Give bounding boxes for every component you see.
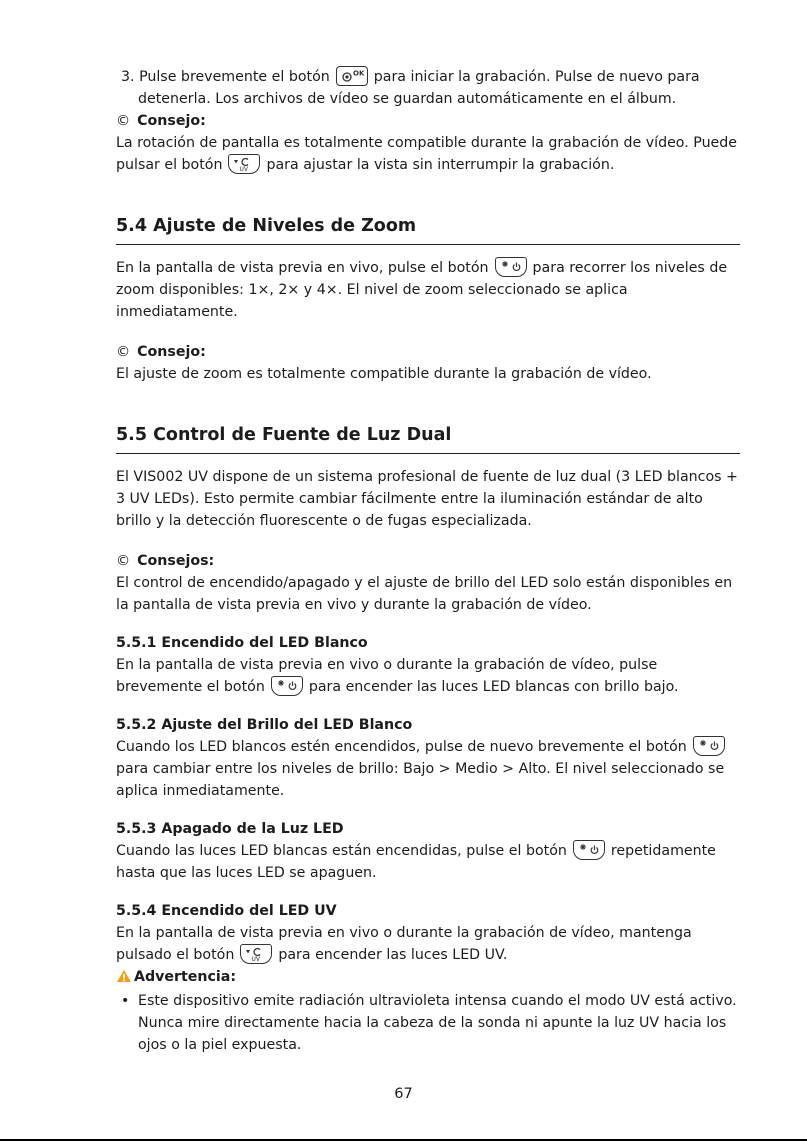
tip-symbol: © xyxy=(116,113,131,129)
subsection-552-text xyxy=(116,736,740,802)
subsection-title-554: 5.5.4 Encendido del LED UV xyxy=(116,903,337,919)
zoom-tip-heading xyxy=(116,341,740,363)
text-after: para encender las luces LED blancas con brillo bajo. xyxy=(308,679,679,695)
rotate-uv-button-icon xyxy=(228,154,260,174)
text-after: para cambiar entre los niveles de brillo: Bajo > Medio > Alto. El nivel seleccionado se aplica inmediatamente. xyxy=(116,761,725,799)
light-power-button-icon xyxy=(693,736,725,756)
page-number: 67 xyxy=(394,1086,413,1102)
document-page xyxy=(116,66,740,1056)
subsection-title-553: 5.5.3 Apagado de la Luz LED xyxy=(116,821,344,837)
warning-label: Advertencia: xyxy=(134,969,237,985)
text-before: En la pantalla de vista previa en vivo o durante la grabación de vídeo, pulse brevemente el botón xyxy=(116,657,658,695)
step-number: 3. xyxy=(121,69,135,85)
section-title-dual-light: 5.5 Control de Fuente de Luz Dual xyxy=(116,425,740,454)
step-3-text-after: para iniciar la grabación. Pulse de nuevo para detenerla. Los archivos de vídeo se guardan automáticamente en el álbum. xyxy=(138,69,700,107)
tip-symbol: © xyxy=(116,344,131,360)
text-before: Cuando los LED blancos estén encendidos, pulse de nuevo brevemente el botón xyxy=(116,739,687,755)
light-power-button-icon xyxy=(573,840,605,860)
text-after: para encender las luces LED UV. xyxy=(278,947,508,963)
subsection-551-text xyxy=(116,654,740,698)
tip-symbol: © xyxy=(116,553,131,569)
tip-label: Consejos: xyxy=(137,553,215,569)
tip-text xyxy=(116,132,740,176)
section-title-zoom: 5.4 Ajuste de Niveles de Zoom xyxy=(116,216,740,245)
light-power-button-icon xyxy=(271,676,303,696)
subsection-553-text xyxy=(116,840,740,884)
light-power-button-icon xyxy=(495,257,527,277)
dual-light-intro: El VIS002 UV dispone de un sistema profesional de fuente de luz dual (3 LED blancos + 3 UV LEDs). Esto permite cambiar fácilmente entre la iluminación estándar de alto brillo y la detección fluorescente o de fugas especializada. xyxy=(116,469,738,529)
tip-heading xyxy=(116,110,740,132)
dual-light-tips-heading xyxy=(116,550,740,572)
warning-icon xyxy=(116,968,132,990)
zoom-text-after: para recorrer los niveles de zoom disponibles: 1×, 2× y 4×. El nivel de zoom seleccionado se aplica inmediatamente. xyxy=(116,260,728,320)
bottom-rule xyxy=(0,1139,807,1141)
text-after: repetidamente hasta que las luces LED se apaguen. xyxy=(116,843,716,881)
uv-label: UV xyxy=(239,166,249,173)
ok-label: OK xyxy=(352,69,365,78)
text-before: En la pantalla de vista previa en vivo o durante la grabación de vídeo, mantenga pulsado el botón xyxy=(116,925,692,963)
tip-text-before: La rotación de pantalla es totalmente compatible durante la grabación de vídeo. Puede pulsar el botón xyxy=(116,135,738,173)
tip-label: Consejo: xyxy=(137,113,206,129)
warning-bullet: • Este dispositivo emite radiación ultravioleta intensa cuando el modo UV está activo. Nunca mire directamente hacia la cabeza de la sonda ni apunte la luz UV hacia los ojos o la piel expuesta. xyxy=(116,990,740,1056)
subsection-title-551: 5.5.1 Encendido del LED Blanco xyxy=(116,635,368,651)
warning-heading xyxy=(116,966,740,990)
uv-label: UV xyxy=(251,956,261,963)
tip-text-after: para ajustar la vista sin interrumpir la grabación. xyxy=(266,157,615,173)
text-before: Cuando las luces LED blancas están encendidas, pulse el botón xyxy=(116,843,567,859)
record-ok-button-icon xyxy=(336,66,368,86)
zoom-text-before: En la pantalla de vista previa en vivo, pulse el botón xyxy=(116,260,489,276)
step-3-text-before: Pulse brevemente el botón xyxy=(139,69,330,85)
subsection-title-552: 5.5.2 Ajuste del Brillo del LED Blanco xyxy=(116,717,413,733)
subsection-554-text xyxy=(116,922,740,966)
zoom-paragraph xyxy=(116,257,740,323)
rotate-uv-button-icon xyxy=(240,944,272,964)
tip-label: Consejo: xyxy=(137,344,206,360)
zoom-tip-text: El ajuste de zoom es totalmente compatible durante la grabación de vídeo. xyxy=(116,366,652,382)
step-3 xyxy=(116,66,740,110)
dual-light-tips-text: El control de encendido/apagado y el ajuste de brillo del LED solo están disponibles en la pantalla de vista previa en vivo y durante la grabación de vídeo. xyxy=(116,575,733,613)
